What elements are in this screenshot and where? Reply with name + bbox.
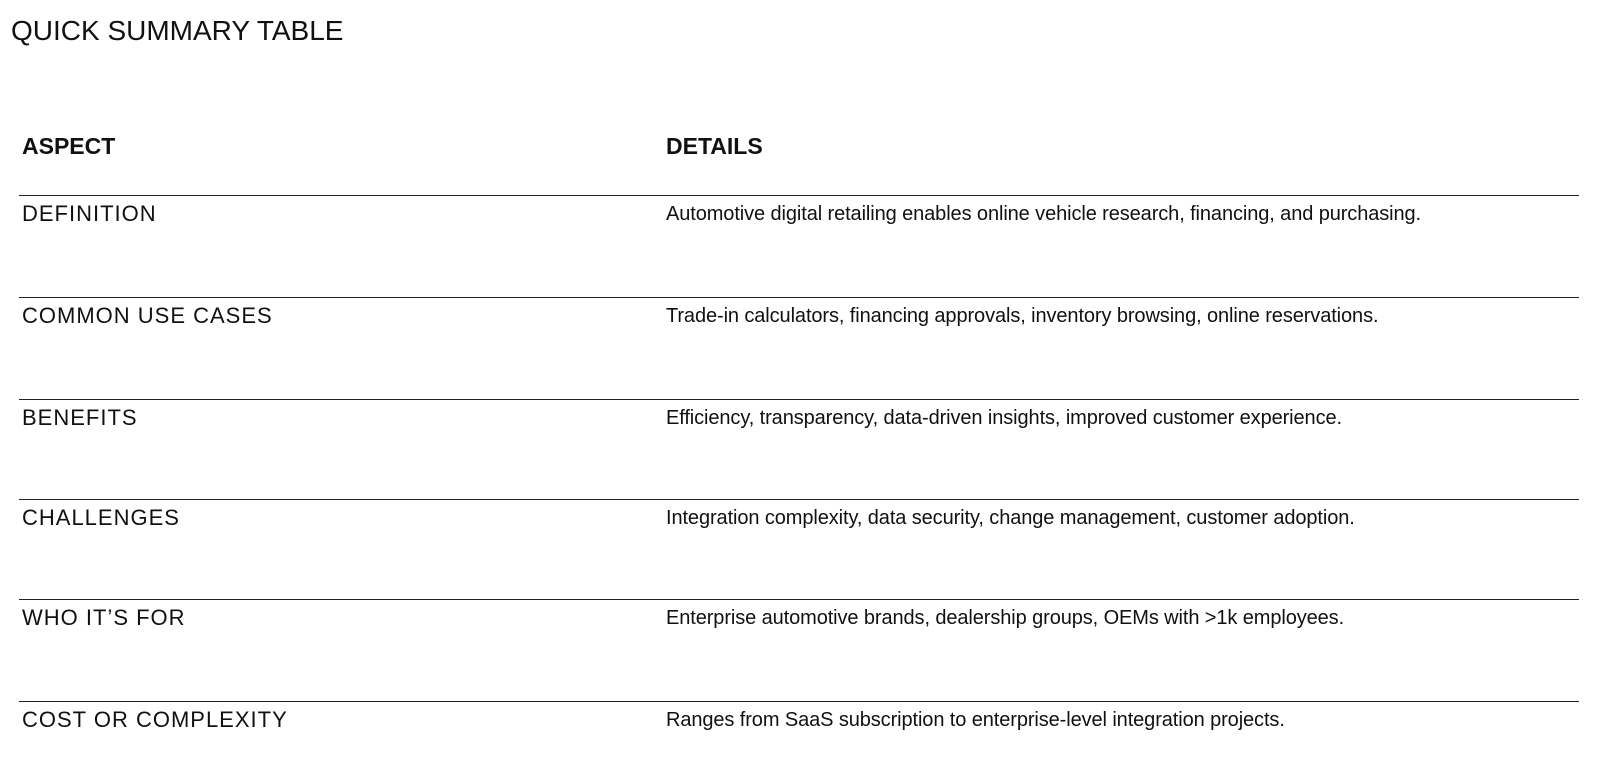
details-cell: Integration complexity, data security, change management, customer adoption. xyxy=(663,500,1579,600)
table-row xyxy=(19,600,1579,702)
table-row xyxy=(19,702,1579,766)
table-row xyxy=(19,400,1579,500)
details-cell: Trade-in calculators, financing approvals, inventory browsing, online reservations. xyxy=(663,298,1579,400)
column-header-aspect: ASPECT xyxy=(19,120,663,196)
column-header-details: DETAILS xyxy=(663,120,1579,196)
aspect-cell: BENEFITS xyxy=(19,400,663,500)
table-row xyxy=(19,500,1579,600)
details-cell: Efficiency, transparency, data-driven insights, improved customer experience. xyxy=(663,400,1579,500)
details-cell: Ranges from SaaS subscription to enterprise-level integration projects. xyxy=(663,702,1579,766)
aspect-cell: COST OR COMPLEXITY xyxy=(19,702,663,766)
aspect-cell: WHO IT’S FOR xyxy=(19,600,663,702)
table-row xyxy=(19,196,1579,298)
details-cell: Automotive digital retailing enables online vehicle research, financing, and purchasing. xyxy=(663,196,1579,298)
summary-table xyxy=(19,120,1579,766)
aspect-cell: CHALLENGES xyxy=(19,500,663,600)
aspect-cell: DEFINITION xyxy=(19,196,663,298)
page-title: QUICK SUMMARY TABLE xyxy=(11,13,343,49)
details-cell: Enterprise automotive brands, dealership groups, OEMs with >1k employees. xyxy=(663,600,1579,702)
table-header-row xyxy=(19,120,1579,196)
table-row xyxy=(19,298,1579,400)
aspect-cell: COMMON USE CASES xyxy=(19,298,663,400)
